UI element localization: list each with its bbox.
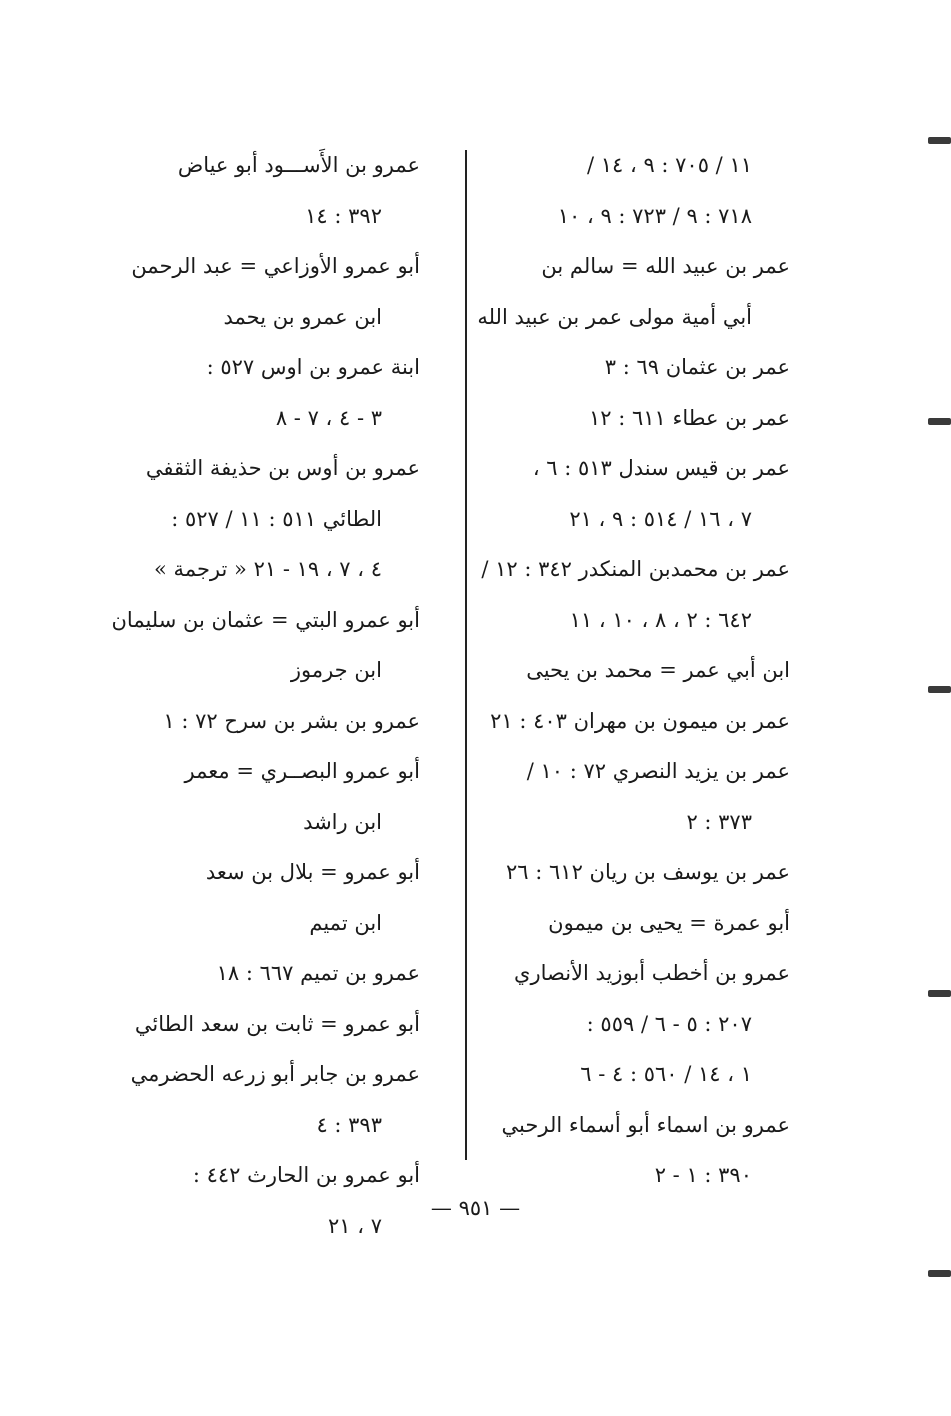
scan-edge-mark [928, 686, 951, 693]
column-divider [465, 150, 467, 1160]
index-entry: أبو عمرو الأوزاعي = عبد الرحمن [131, 254, 420, 278]
index-entry: عمر بن عبيد الله = سالم بن [541, 254, 790, 278]
index-entry: أبو عمرو البصــري = معمر [184, 759, 420, 783]
index-entry-continuation: ٦٤٢ : ٢ ، ٨ ، ١٠ ، ١١ [569, 607, 752, 632]
index-entry: أبو عمرو بن الحارث ٤٤٢ : [192, 1163, 420, 1187]
index-entry: عمر بن قيس سندل ٥١٣ : ٦ ، [532, 456, 790, 480]
index-entry-continuation: ٤ ، ٧ ، ١٩ - ٢١ « ترجمة » [154, 557, 382, 581]
scan-edge-mark [928, 418, 951, 425]
index-entry-continuation: ابن راشد [303, 809, 382, 834]
index-entry-continuation: ٣٧٣ : ٢ [686, 809, 752, 834]
index-entry-continuation: ٧ ، ١٦ / ٥١٤ : ٩ ، ٢١ [569, 506, 752, 531]
index-entry-continuation: ١ ، ١٤ / ٥٦٠ : ٤ - ٦ [580, 1062, 752, 1086]
index-entry: ابنة عمرو بن اوس ٥٢٧ : [206, 355, 420, 379]
index-column-left [111, 140, 420, 1251]
index-entry: أبو عمرو = بلال بن سعد [205, 860, 420, 884]
index-entry: عمرو بن جابر أبو زرعه الحضرمي [130, 1062, 420, 1086]
index-entry-continuation: أبي أمية مولى عمر بن عبيد الله [477, 304, 752, 329]
index-entry: أبو عمرة = يحيى بن ميمون [548, 910, 790, 935]
index-entry: عمرو بن أخطب أبوزيد الأنصاري [514, 961, 790, 985]
index-entry-continuation: ٢٠٧ : ٥ - ٦ / ٥٥٩ : [586, 1011, 752, 1036]
index-column-right [477, 140, 790, 1201]
index-entry: عمرو بن الأَســـود أبو عياض [177, 153, 420, 177]
index-entry: عمر بن يوسف بن ريان ٦١٢ : ٢٦ [506, 860, 790, 884]
index-entry-continuation: ابن عمرو بن يحمد [223, 304, 382, 329]
index-entry-continuation: ٧ ، ٢١ [328, 1213, 382, 1238]
index-entry-continuation: الطائي ٥١١ : ١١ / ٥٢٧ : [171, 506, 382, 531]
index-entry-continuation: ٣٩٣ : ٤ [316, 1112, 382, 1137]
index-entry: عمر بن محمدبن المنكدر ٣٤٢ : ١٢ / [481, 557, 790, 581]
page-number: — ٩٥١ — [430, 1196, 521, 1220]
index-entry-continuation: ابن تميم [309, 910, 382, 935]
index-entry-continuation: ١١ / ٧٠٥ : ٩ ، ١٤ / [586, 153, 752, 177]
index-entry: عمرو بن بشر بن سرح ٧٢ : ١ [163, 708, 420, 733]
index-entry: عمر بن يزيد النصري ٧٢ : ١٠ / [526, 759, 790, 783]
index-entry: عمر بن ميمون بن مهران ٤٠٣ : ٢١ [490, 708, 790, 733]
index-entry-continuation: ابن جرموز [290, 658, 382, 682]
index-entry-continuation: ٣ - ٤ ، ٧ - ٨ [275, 405, 382, 430]
scan-edge-mark [928, 137, 951, 144]
scan-edge-mark [928, 1270, 951, 1277]
scan-edge-mark [928, 990, 951, 997]
index-entry-continuation: ٧١٨ : ٩ / ٧٢٣ : ٩ ، ١٠ [557, 203, 752, 228]
index-entry: عمر بن عطاء ٦١١ : ١٢ [589, 405, 790, 430]
index-entry: أبو عمرو البتي = عثمان بن سليمان [111, 607, 420, 632]
index-entry-continuation: ٣٩٢ : ١٤ [305, 203, 382, 228]
index-entry: ابن أبي عمر = محمد بن يحيى [526, 658, 790, 682]
index-entry-continuation: ٣٩٠ : ١ - ٢ [654, 1163, 752, 1187]
index-entry: عمر بن عثمان ٦٩ : ٣ [604, 355, 790, 379]
index-entry: أبو عمرو = ثابت بن سعد الطائي [134, 1011, 420, 1036]
index-entry: عمرو بن اسماء أبو أسماء الرحبي [501, 1112, 790, 1137]
index-entry: عمرو بن تميم ٦٦٧ : ١٨ [216, 961, 420, 985]
index-entry: عمرو بن أوس بن حذيفة الثقفي [145, 456, 420, 480]
